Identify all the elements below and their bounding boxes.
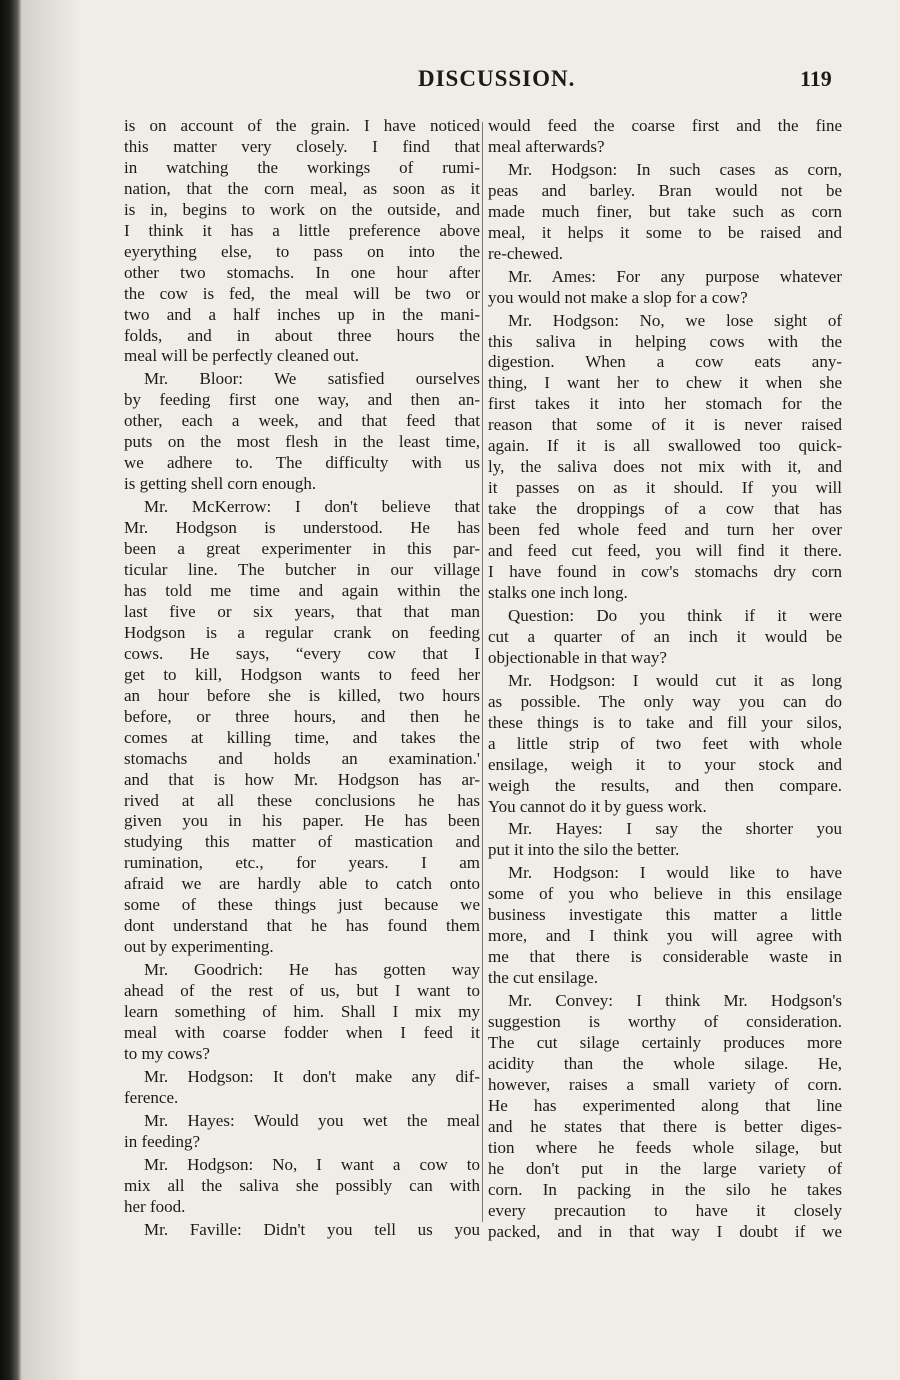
paragraph — [488, 606, 842, 669]
text-line: been a great experimenter in this par- — [124, 539, 480, 559]
paragraph — [488, 819, 842, 861]
text-line: stomachs and holds an examination.' — [124, 748, 480, 768]
text-line: her food. — [124, 1196, 186, 1216]
text-line: Mr. Hodgson: I would cut it as long — [508, 670, 842, 690]
text-line: cows. He says, “every cow that I — [124, 643, 480, 663]
text-line: put it into the silo the better. — [488, 840, 680, 860]
text-line: comes at killing time, and takes the — [124, 727, 480, 747]
text-line: is in, begins to work on the outside, and — [124, 199, 480, 219]
text-line: learn something of him. Shall I mix my — [124, 1002, 480, 1022]
text-line: studying this matter of mastication and — [124, 832, 480, 852]
text-line: and he states that there is better diges- — [488, 1116, 842, 1136]
text-line: Mr. Hodgson: It don't make any dif- — [144, 1066, 480, 1086]
paragraph — [488, 267, 842, 309]
paragraph — [124, 960, 480, 1065]
text-line: me that there is considerable waste in — [488, 947, 842, 967]
text-line: Mr. Hodgson is understood. He has — [124, 518, 480, 538]
text-line: and feed cut feed, you will find it there. — [488, 541, 842, 561]
text-line: given you in his paper. He has been — [124, 811, 480, 831]
right-text-column — [488, 116, 842, 1245]
paragraph — [488, 671, 842, 818]
paragraph — [488, 116, 842, 158]
text-line: is getting shell corn enough. — [124, 474, 317, 494]
text-line: Mr. Hodgson: No, I want a cow to — [144, 1154, 480, 1174]
text-line: meal with coarse fodder when I feed it — [124, 1022, 480, 1042]
text-line: two and a half inches up in the mani- — [124, 304, 480, 324]
text-line: has told me time and again within the — [124, 580, 480, 600]
text-line: meal afterwards? — [488, 136, 605, 156]
text-line: other, each a week, and that feed that — [124, 411, 480, 431]
text-line: Mr. McKerrow: I don't believe that — [144, 497, 480, 517]
text-line: thing, I want her to chew it when she — [488, 373, 842, 393]
text-line: nation, that the corn meal, as soon as it — [124, 178, 480, 198]
text-line: he don't put in the large variety of — [488, 1158, 842, 1178]
text-line: tion where he feeds whole silage, but — [488, 1137, 842, 1157]
text-line: I think it has a little preference above — [124, 220, 480, 240]
text-line: ference. — [124, 1087, 179, 1107]
text-line: other two stomachs. In one hour after — [124, 262, 480, 282]
text-line: Mr. Bloor: We satisfied ourselves — [144, 369, 480, 389]
text-line: the cow is fed, the meal will be two or — [124, 283, 480, 303]
text-line: again. If it is all swallowed too quick- — [488, 436, 842, 456]
text-line: peas and barley. Bran would not be — [488, 180, 842, 200]
text-line: corn. In packing in the silo he takes — [488, 1179, 842, 1199]
text-line: Mr. Hodgson: I would like to have — [508, 863, 842, 883]
text-line: rived at all these conclusions he has — [124, 790, 480, 810]
text-line: ensilage, weigh it to your stock and — [488, 754, 842, 774]
text-line: Question: Do you think if it were — [508, 605, 842, 625]
text-line: Mr. Hayes: Would you wet the meal — [144, 1110, 480, 1130]
text-line: ly, the saliva does not mix with it, and — [488, 457, 842, 477]
text-line: some of you who believe in this ensilage — [488, 884, 842, 904]
text-line: made much finer, but take such as corn — [488, 201, 842, 221]
text-line: cut a quarter of an inch it would be — [488, 626, 842, 646]
text-line: stalks one inch long. — [488, 582, 628, 602]
text-line: been fed whole feed and turn her over — [488, 520, 842, 540]
text-line: The cut silage certainly produces more — [488, 1032, 842, 1052]
text-line: take the droppings of a cow that has — [488, 499, 842, 519]
text-line: mix all the saliva she possibly can with — [124, 1175, 480, 1195]
paragraph — [124, 1155, 480, 1218]
text-line: a little strip of two feet with whole — [488, 733, 842, 753]
text-line: Hodgson is a regular crank on feeding — [124, 622, 480, 642]
text-line: You cannot do it by guess work. — [488, 796, 707, 816]
text-line: reason that some of it is never raised — [488, 415, 842, 435]
text-line: afraid we are hardly able to catch onto — [124, 874, 480, 894]
text-line: dont understand that he has found them — [124, 916, 480, 936]
text-line: these things is to take and fill your silos, — [488, 712, 842, 732]
text-line: and that is how Mr. Hodgson has ar- — [124, 769, 480, 789]
paragraph — [124, 497, 480, 958]
paragraph — [488, 991, 842, 1242]
text-line: Mr. Convey: I think Mr. Hodgson's — [508, 991, 842, 1011]
text-line: meal will be perfectly cleaned out. — [124, 346, 360, 366]
text-line: in feeding? — [124, 1131, 200, 1151]
paragraph — [488, 160, 842, 265]
text-line: to my cows? — [124, 1043, 210, 1063]
book-binding-edge — [0, 0, 22, 1380]
text-line: Mr. Goodrich: He has gotten way — [144, 960, 480, 980]
text-line: re-chewed. — [488, 243, 564, 263]
text-line: eyerything else, to pass on into the — [124, 241, 480, 261]
text-line: we adhere to. The difficulty with us — [124, 453, 480, 473]
paragraph — [488, 863, 842, 989]
text-line: some of these things just because we — [124, 895, 480, 915]
text-line: would feed the coarse first and the fine — [488, 116, 842, 135]
text-line: by feeding first one way, and then an- — [124, 390, 480, 410]
running-head: DISCUSSION. — [418, 66, 576, 91]
text-line: I have found in cow's stomachs dry corn — [488, 562, 842, 582]
text-line: rumination, etc., for years. I am — [124, 853, 480, 873]
text-line: puts on the most flesh in the least time, — [124, 432, 480, 452]
text-line: as possible. The only way you can do — [488, 691, 842, 711]
paragraph — [124, 116, 480, 367]
text-line: is on account of the grain. I have noticed — [124, 116, 480, 135]
left-text-column — [124, 116, 480, 1243]
text-line: Mr. Faville: Didn't you tell us you — [144, 1219, 480, 1239]
text-line: business investigate this matter a little — [488, 905, 842, 925]
text-line: every precaution to have it closely — [488, 1200, 842, 1220]
text-line: before, or three hours, and then he — [124, 706, 480, 726]
column-divider — [482, 122, 483, 1222]
text-line: however, raises a small variety of corn. — [488, 1074, 842, 1094]
paragraph — [488, 311, 842, 604]
text-line: this matter very closely. I find that — [124, 136, 480, 156]
text-line: Mr. Ames: For any purpose whatever — [508, 266, 842, 286]
text-line: Mr. Hodgson: No, we lose sight of — [508, 310, 842, 330]
text-line: meal, it helps it some to be raised and — [488, 222, 842, 242]
text-line: this saliva in helping cows with the — [488, 331, 842, 351]
text-line: more, and I think you will agree with — [488, 926, 842, 946]
text-line: acidity than the whole silage. He, — [488, 1053, 842, 1073]
text-line: get to kill, Hodgson wants to feed her — [124, 664, 480, 684]
text-line: it passes on as it should. If you will — [488, 478, 842, 498]
text-line: the cut ensilage. — [488, 968, 598, 988]
text-line: out by experimenting. — [124, 937, 274, 957]
text-line: in watching the workings of rumi- — [124, 157, 480, 177]
text-line: Mr. Hayes: I say the shorter you — [508, 819, 842, 839]
text-line: ticular line. The butcher in our village — [124, 560, 480, 580]
text-line: first takes it into her stomach for the — [488, 394, 842, 414]
text-line: an hour before she is killed, two hours — [124, 685, 480, 705]
text-line: He has experimented along that line — [488, 1095, 842, 1115]
paragraph — [124, 1220, 480, 1241]
text-line: ahead of the rest of us, but I want to — [124, 981, 480, 1001]
paragraph — [124, 1067, 480, 1109]
text-line: objectionable in that way? — [488, 647, 667, 667]
paragraph — [124, 1111, 480, 1153]
text-line: digestion. When a cow eats any- — [488, 352, 842, 372]
text-line: weigh the results, and then compare. — [488, 775, 842, 795]
gutter-shadow — [22, 0, 82, 1380]
page-number: 119 — [800, 66, 832, 91]
text-line: suggestion is worthy of consideration. — [488, 1012, 842, 1032]
text-line: you would not make a slop for a cow? — [488, 287, 748, 307]
text-line: packed, and in that way I doubt if we — [488, 1221, 842, 1241]
text-line: last five or six years, that that man — [124, 601, 480, 621]
paragraph — [124, 369, 480, 495]
text-line: folds, and in about three hours the — [124, 325, 480, 345]
text-line: Mr. Hodgson: In such cases as corn, — [508, 159, 842, 179]
